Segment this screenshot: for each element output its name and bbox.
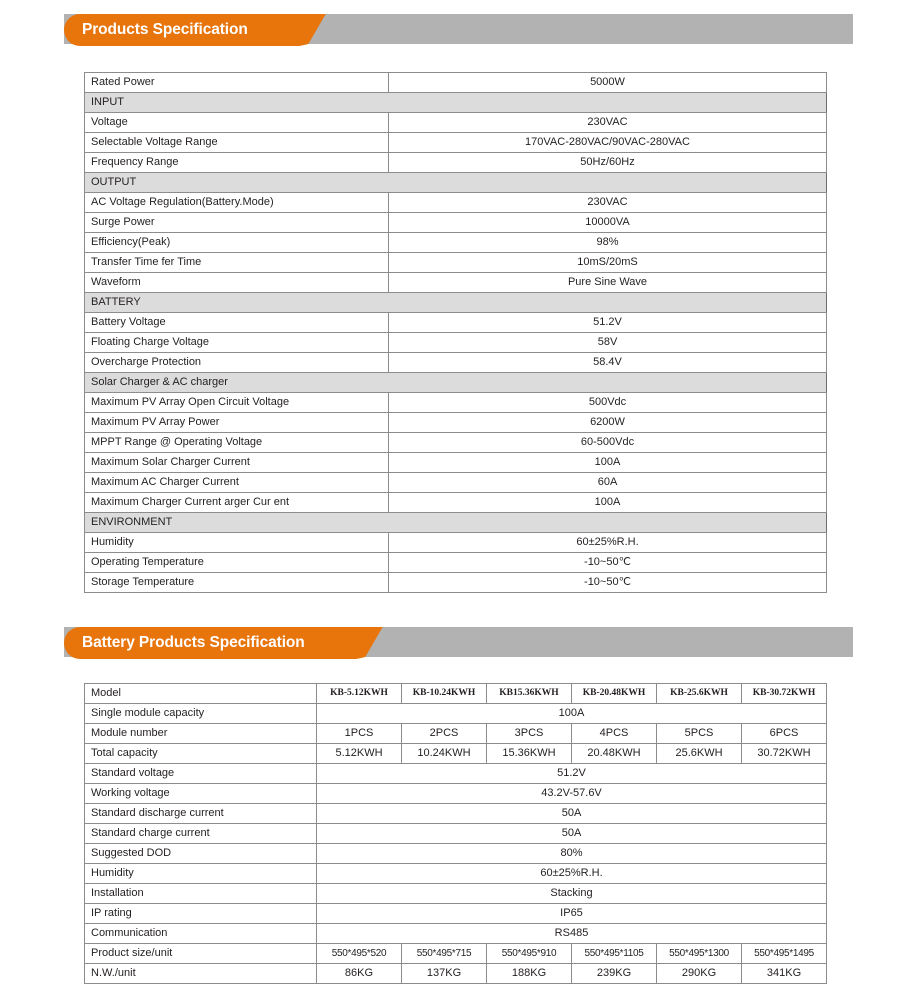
battery-model-name: KB-25.6KWH (657, 684, 742, 704)
banner-table-spacer-2 (0, 659, 900, 683)
spec-section-row (85, 373, 827, 393)
products-specification-table (84, 72, 827, 593)
battery-model-name: KB-10.24KWH (402, 684, 487, 704)
battery-row-value: 550*495*1105 (572, 944, 657, 964)
battery-row-value: 50A (317, 804, 827, 824)
battery-row-label: Standard charge current (85, 824, 317, 844)
battery-row-label: Total capacity (85, 744, 317, 764)
spec-table-row (85, 493, 827, 513)
spec-row-label: Floating Charge Voltage (85, 333, 389, 353)
battery-row-value: 1PCS (317, 724, 402, 744)
battery-row-label: Communication (85, 924, 317, 944)
battery-row-value: 239KG (572, 964, 657, 984)
spec-table-row (85, 313, 827, 333)
battery-row-value: 137KG (402, 964, 487, 984)
battery-specification-table (84, 683, 827, 984)
spec-row-value: 6200W (389, 413, 827, 433)
spec-row-label: Battery Voltage (85, 313, 389, 333)
battery-row-value: 6PCS (742, 724, 827, 744)
spec-row-label: Maximum AC Charger Current (85, 473, 389, 493)
battery-model-label: Model (85, 684, 317, 704)
spec-table-row (85, 213, 827, 233)
spec-row-value: 100A (389, 493, 827, 513)
spec-row-label: Maximum Charger Current arger Cur ent (85, 493, 389, 513)
spec-row-value: 60-500Vdc (389, 433, 827, 453)
battery-specification-banner (64, 627, 853, 659)
battery-row-value: 43.2V-57.6V (317, 784, 827, 804)
spec-row-value: 230VAC (389, 113, 827, 133)
spec-table-row (85, 153, 827, 173)
battery-row-value: 550*495*715 (402, 944, 487, 964)
battery-row-label: Suggested DOD (85, 844, 317, 864)
battery-row-value: 188KG (487, 964, 572, 984)
spec-table-row (85, 193, 827, 213)
battery-model-name: KB-5.12KWH (317, 684, 402, 704)
battery-table-row (85, 704, 827, 724)
spec-table-row (85, 453, 827, 473)
products-specification-table-wrap (84, 72, 826, 593)
products-specification-banner (64, 14, 853, 46)
spec-table-row (85, 393, 827, 413)
spec-section-label: INPUT (85, 93, 827, 113)
spec-section-label: Solar Charger & AC charger (85, 373, 827, 393)
battery-table-row (85, 824, 827, 844)
battery-table-row (85, 904, 827, 924)
battery-row-value: 30.72KWH (742, 744, 827, 764)
battery-row-label: Standard voltage (85, 764, 317, 784)
battery-row-value: 100A (317, 704, 827, 724)
spec-row-label: Transfer Time fer Time (85, 253, 389, 273)
spec-row-label: Frequency Range (85, 153, 389, 173)
spec-row-label: Surge Power (85, 213, 389, 233)
spec-row-value: 58.4V (389, 353, 827, 373)
spec-section-label: ENVIRONMENT (85, 513, 827, 533)
spec-row-value: 50Hz/60Hz (389, 153, 827, 173)
spec-row-label: Waveform (85, 273, 389, 293)
spec-row-label: Maximum PV Array Power (85, 413, 389, 433)
page-title: Products Specification (82, 21, 248, 38)
battery-table-row (85, 804, 827, 824)
battery-row-value: 25.6KWH (657, 744, 742, 764)
spec-section-row (85, 513, 827, 533)
battery-table-row (85, 964, 827, 984)
spec-table-row (85, 73, 827, 93)
section-spacer (0, 593, 900, 627)
battery-table-row (85, 864, 827, 884)
battery-row-value: 5.12KWH (317, 744, 402, 764)
battery-row-value: 5PCS (657, 724, 742, 744)
spec-row-value: -10~50℃ (389, 553, 827, 573)
spec-row-value: 170VAC-280VAC/90VAC-280VAC (389, 133, 827, 153)
banner-orange-head-2 (64, 627, 357, 659)
spec-row-label: Maximum Solar Charger Current (85, 453, 389, 473)
spec-row-label: AC Voltage Regulation(Battery.Mode) (85, 193, 389, 213)
spec-row-value: 60±25%R.H. (389, 533, 827, 553)
battery-row-value: 3PCS (487, 724, 572, 744)
spec-row-value: 58V (389, 333, 827, 353)
spec-table-row (85, 413, 827, 433)
spec-section-label: BATTERY (85, 293, 827, 313)
battery-table-row (85, 744, 827, 764)
spec-table-row (85, 233, 827, 253)
spec-table-row (85, 273, 827, 293)
spec-table-row (85, 553, 827, 573)
spec-table-row (85, 113, 827, 133)
spec-table-row (85, 573, 827, 593)
battery-row-label: Installation (85, 884, 317, 904)
battery-row-value: 80% (317, 844, 827, 864)
battery-row-value: 10.24KWH (402, 744, 487, 764)
spec-row-value: 500Vdc (389, 393, 827, 413)
spec-row-value: 5000W (389, 73, 827, 93)
battery-row-value: 341KG (742, 964, 827, 984)
spec-table-row (85, 353, 827, 373)
battery-row-value: 15.36KWH (487, 744, 572, 764)
battery-model-name: KB15.36KWH (487, 684, 572, 704)
battery-row-label: Humidity (85, 864, 317, 884)
battery-row-label: Product size/unit (85, 944, 317, 964)
battery-row-value: 550*495*910 (487, 944, 572, 964)
spec-row-label: Rated Power (85, 73, 389, 93)
spec-row-value: 51.2V (389, 313, 827, 333)
battery-row-value: 2PCS (402, 724, 487, 744)
battery-model-header-row (85, 684, 827, 704)
spec-row-label: Voltage (85, 113, 389, 133)
battery-row-value: 60±25%R.H. (317, 864, 827, 884)
spec-row-value: Pure Sine Wave (389, 273, 827, 293)
battery-row-label: Single module capacity (85, 704, 317, 724)
spec-row-label: MPPT Range @ Operating Voltage (85, 433, 389, 453)
battery-row-value: 550*495*1300 (657, 944, 742, 964)
spec-row-label: Operating Temperature (85, 553, 389, 573)
spec-row-value: 98% (389, 233, 827, 253)
battery-table-row (85, 724, 827, 744)
spec-table-row (85, 473, 827, 493)
spec-section-row (85, 293, 827, 313)
battery-row-value: 290KG (657, 964, 742, 984)
battery-row-label: IP rating (85, 904, 317, 924)
battery-row-value: 50A (317, 824, 827, 844)
spec-section-row (85, 173, 827, 193)
battery-row-label: Working voltage (85, 784, 317, 804)
spec-table-row (85, 253, 827, 273)
battery-row-value: Stacking (317, 884, 827, 904)
spec-row-value: 60A (389, 473, 827, 493)
battery-row-value: 86KG (317, 964, 402, 984)
battery-table-row (85, 784, 827, 804)
spec-row-value: -10~50℃ (389, 573, 827, 593)
battery-row-value: RS485 (317, 924, 827, 944)
spec-row-value: 10mS/20mS (389, 253, 827, 273)
spec-row-label: Selectable Voltage Range (85, 133, 389, 153)
banner-table-spacer (0, 46, 900, 72)
battery-table-row (85, 884, 827, 904)
spec-table-row (85, 333, 827, 353)
battery-table-row (85, 844, 827, 864)
spec-row-value: 230VAC (389, 193, 827, 213)
spec-row-value: 10000VA (389, 213, 827, 233)
battery-row-value: 550*495*520 (317, 944, 402, 964)
battery-specification-table-wrap (84, 683, 826, 984)
battery-row-label: N.W./unit (85, 964, 317, 984)
battery-row-label: Module number (85, 724, 317, 744)
battery-row-value: 51.2V (317, 764, 827, 784)
battery-row-value: 4PCS (572, 724, 657, 744)
battery-row-value: 550*495*1495 (742, 944, 827, 964)
battery-table-row (85, 944, 827, 964)
battery-model-name: KB-30.72KWH (742, 684, 827, 704)
spec-table-row (85, 433, 827, 453)
spec-row-label: Maximum PV Array Open Circuit Voltage (85, 393, 389, 413)
spec-row-label: Efficiency(Peak) (85, 233, 389, 253)
battery-row-value: IP65 (317, 904, 827, 924)
spec-section-label: OUTPUT (85, 173, 827, 193)
spec-section-row (85, 93, 827, 113)
battery-table-row (85, 764, 827, 784)
spec-table-row (85, 133, 827, 153)
battery-table-row (85, 924, 827, 944)
spec-row-value: 100A (389, 453, 827, 473)
battery-page-title: Battery Products Specification (82, 634, 305, 651)
spec-table-row (85, 533, 827, 553)
banner-orange-head (64, 14, 300, 46)
battery-row-label: Standard discharge current (85, 804, 317, 824)
battery-row-value: 20.48KWH (572, 744, 657, 764)
top-spacer (0, 0, 900, 14)
spec-row-label: Overcharge Protection (85, 353, 389, 373)
spec-row-label: Storage Temperature (85, 573, 389, 593)
battery-model-name: KB-20.48KWH (572, 684, 657, 704)
spec-row-label: Humidity (85, 533, 389, 553)
